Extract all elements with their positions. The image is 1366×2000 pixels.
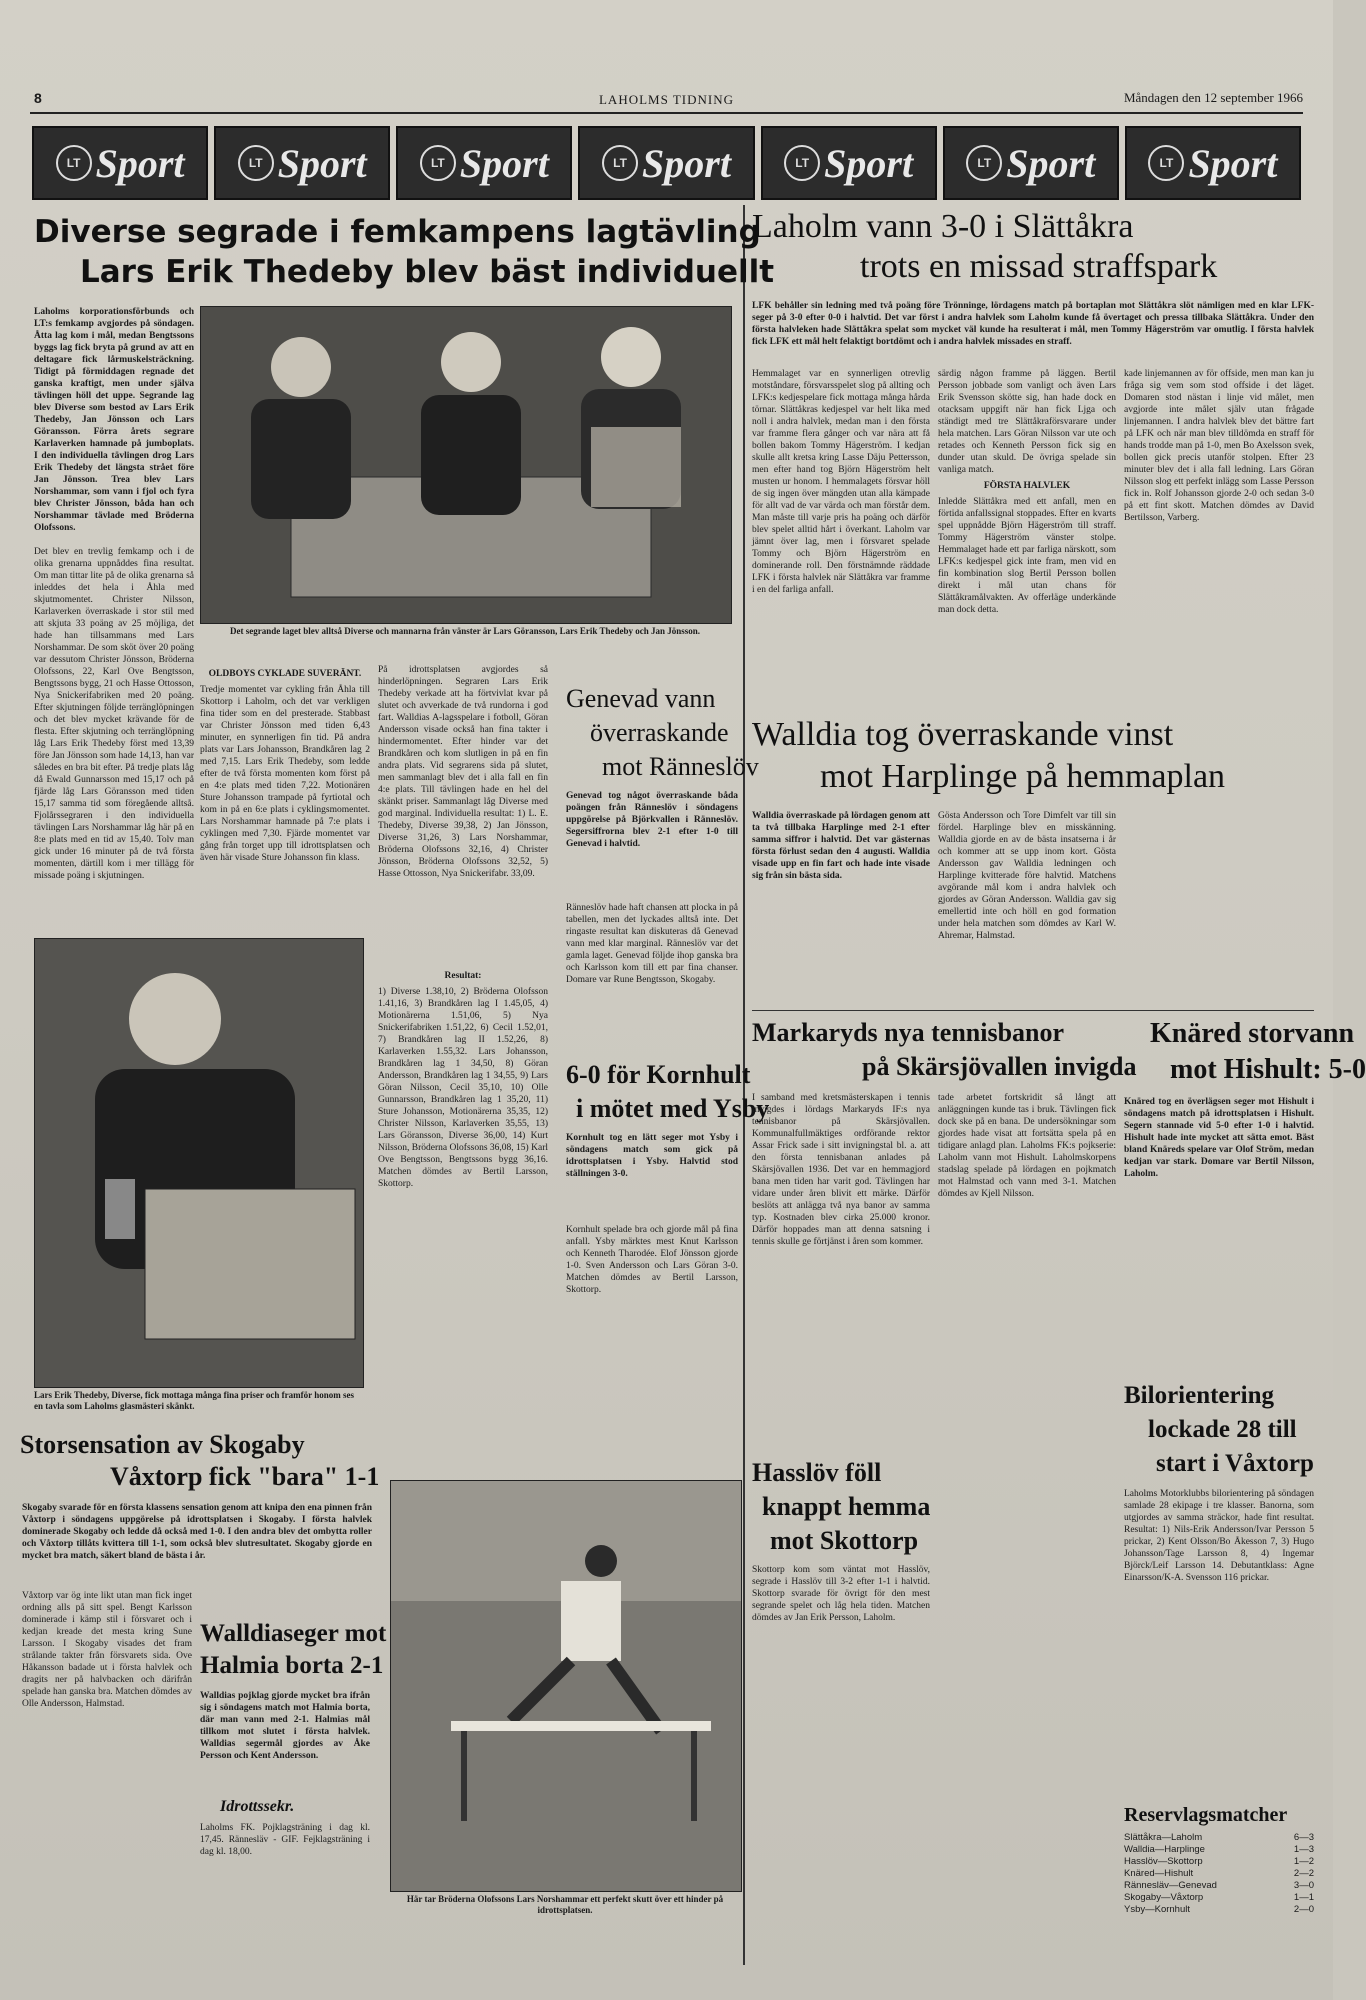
sport-tile [943,126,1119,200]
lt-logo-icon: LT [602,145,638,181]
headline-halmia: Halmia borta 2-1 [200,1652,384,1679]
sport-tile [32,126,208,200]
reserv-score: 2—2 [1293,1868,1314,1879]
thedeby-photo-art [35,939,363,1387]
sport-banner [32,126,1301,200]
idrottssekr-text: Laholms FK. Pojklagsträning i dag kl. 17,45. Rännesläv - GIF. Fejklagsträning i dag kl. 18,00. [200,1823,370,1857]
reserv-row [1124,1904,1314,1916]
reserv-score: 3—0 [1293,1880,1314,1891]
headline-vaxtorp: Våxtorp fick "bara" 1-1 [110,1462,380,1491]
hurdle-photo [390,1480,742,1892]
reserv-match: Ysby—Kornhult [1124,1904,1191,1915]
knared-body: Knäred tog en överlägsen seger mot Hishult i söndagens match på idrottsplatsen i Hishult. Segern stannade vid 5-0 efter 1-0 i halvtid. Hishult hade inte mycket att sätta emot. Bäst bland Knäreds spelare var Olof Ström, medan kedjan var stark. Domare var Bertil Nilsson, Laholm. [1124,1097,1314,1179]
storsensation-body: Våxtorp var ög inte likt utan man fick inget ordning alls på sitt spel. Bengt Karlsson dominerade i kämp stil i försvaret och i kedjan kreade det mesta kring Sune Larsson. I Skogaby visades det fram strålande takter från försvarets sida. Ove Håkansson badade ut i första halvlek och dragits ner på halvbacken och därifrån spelade han ganska bra. Matchen dömdes av Olle Andersson, Halmstad. [22,1591,192,1709]
idrottssekr-head: Idrottssekr. [220,1798,295,1815]
sport-tile [1125,126,1301,200]
reserv-match: Skogaby—Våxtorp [1124,1892,1204,1903]
headline-bilo-3: start i Våxtorp [1156,1450,1314,1477]
walldia-body: Gösta Andersson och Tore Dimfelt var till sin fördel. Harplinge blev en misskänning. Walldia gjorde en av de bästa insatserna i år och kommer att se upp inom kort. Gösta Andersson gav Walldia ledningen och Harplinge kvitterade före halvtid. Matchens avgörande mål kom i andra halvlek och gjordes av Göran Andersson. Walldia gav sig emellertid inte och höll en god formation under hela matchen som dömdes av Karl W. Ahremar, Halmstad. [938,811,1116,941]
thedeby-photo-caption: Lars Erik Thedeby, Diverse, fick mottaga många fina priser och framför honom ses en tavla som Laholms glasmästeri skänkt. [34,1390,354,1411]
laholm-text-2: särdig någon framme på läggen. Bertil Persson jobbade som vanligt och även Lars Erik Svensson skötte sig, han hade dock en otacksam uppgift när han fick Ljga och ständigt med tre Slättåkraförsvarare under hela matchen. Lars Göran Nilsson var ute och retades och Kenneth Persson fick sig en dunder utan skuld. De övriga spelade sin vanliga match. [938,369,1116,475]
sport-wordmark: Sport [459,140,549,186]
headline-hasslov-3: mot Skottorp [770,1526,919,1555]
reserv-row [1124,1844,1314,1856]
lt-logo-icon: LT [1148,145,1184,181]
headline-walldiaseger: Walldiaseger mot [200,1620,387,1647]
reserv-match: Slättåkra—Laholm [1124,1832,1203,1843]
reserv-match: Knäred—Hishult [1124,1868,1194,1879]
headline-femkamp: Diverse segrade i femkampens lagtävling [34,214,761,250]
headline-genevad-2: överraskande [590,718,729,747]
walldia-halmia-lead: Walldias pojklag gjorde mycket bra ifrån sig i söndagens match mot Halmia borta, där man vann med 2-1. Halmias mål tillkom mot slutet i första halvlek. Walldias segermål gjordes av Åke Persson och Kent Andersson. [200,1691,370,1761]
sport-wordmark: Sport [824,140,914,186]
oldboys-text: Tredje momentet var cykling från Åhla till Skottorp i Laholm, och det var verkligen fina tider som en del presterade. Stabbast var Christer Jönsson med tiden 6,43 minuter, en synnerligen fin tid. På andra plats var Lars Johansson, Brandkåren lag 2 med 7,15. Lars Erik Thedeby, som ledde efter de två första momenten kom först på en 4:e plats med tiden 7,22. Motionären Sture Johansson trampade på fyrtiotal och kom in på en 6:e plats i cyklingsmomentet. Lars Norshammar hamnade på 7:e plats i cyklingen med 7,30. Fjärde momentet var gång från torget upp till idrottsplatsen och även här visade Sture Johansson fin klass. [200,685,370,863]
genevad-lead: Genevad tog något överraskande båda poängen från Ränneslöv i söndagens uppgörelse på Björkvallen i Ränneslöv. Segersiffrorna blev 2-1 efter 1-0 till Genevad i halvtid. [566,791,738,849]
reserv-score: 6—3 [1293,1832,1314,1843]
reserv-row [1124,1856,1314,1868]
sport-wordmark: Sport [95,140,185,186]
kornhult-lead: Kornhult tog en lätt seger mot Ysby i söndagens match som gick på idrottsplatsen i Ysby. Halvtid stod ställningen 3-0. [566,1133,738,1179]
sport-wordmark: Sport [642,140,731,186]
headline-kornhult-2: i mötet med Ysby [576,1094,770,1123]
headline-laholm: Laholm vann 3-0 i Slättåkra [752,208,1134,245]
sport-wordmark: Sport [277,140,367,186]
lt-logo-icon: LT [420,145,456,181]
results-list: 1) Diverse 1.38,10, 2) Bröderna Olofsson 1.41,16, 3) Brandkåren lag I 1.45,05, 4) Motionärerna 1.51,06, 5) Nya Snickerifabriken 1.51,22, 6) Cecil 1.52,01, 7) Brandkåren lag II 1.52,26, 8) Karlaverken 1.55,32. Lars Johansson, Brandkåren lag 1 34,50, 8) Göran Andersson, Brandkåren lag 1 34,55, 9) Lars Göran Nilsson, Cecil 35,10, 10) Olle Gunnarsson, Brandkåren lag 1 35,20, 11) Sture Johansson, Motionärerna 35,35, 12) Christer Nilsson, Karlaverken 35,55, 13) Lars Göransson, Diverse 36,00, 14) Kurt Nilsson, Bröderna Olofssons 36,08, 15) Karl Ove Bengtsson, Bengtssons bygg 36,16. Matchen dömdes av Bertil Larsson, Skottorp. [378,987,548,1189]
team-photo-art [201,307,731,623]
headline-hasslov-2: knappt hemma [762,1492,931,1521]
kornhult-body: Kornhult spelade bra och gjorde mål på fina anfall. Ysby märktes mest Knut Karlsson och Kenneth Tharodée. Elof Jönsson gjorde 1-0. Sven Andersson och Lars Göran 3-0. Matchen dömdes av Bertil Larsson, Skottorp. [566,1225,738,1295]
markaryd-body: I samband med kretsmästerskapen i tennis invigdes i lördags Markaryds IF:s nya tennisbanor på Skärsjövallen. Kommunalfullmäktiges ordförande rektor Assar Frick sade i sitt invigningstal bl. a. att den första tennisbanan anlades på Skärsjövallen 1936. Det var en hemmagjord bana men tiden har varit god. Tävlingen har vidare under åren blivit ett märke. Därför beslöts att anlägga två nya banor av samma typ. Kostnaden blev cirka 25.000 kronor. Därför hoppades man att denna satsning i tennis skulle ge förtjänst i åren som kommer. [752,1093,930,1247]
hinder-text: På idrottsplatsen avgjordes så hinderlöpningen. Segraren Lars Erik Thedeby verkade att ha förtvivlat kvar på slutet och avverkade de två rundorna i god fart. Walldias A-lagsspelare i fotboll, Göran Andersson visade också han fina takter i hindermomentet. Efter hinder var det Brandkåren och kom slutligen in på en fin andra plats. Vid segrarens sida på slutet, men sammanlagt blev det i alla fall en fin 4:e plats. Till tävlingen hade en hel del skänkt priser. Sammanlagt låg Diverse med god marginal. Individuella resultat: 1) L. E. Thedeby, Diverse 39,38, 2) Jan Jönsson, Diverse 31,26, 3) Lars Norshammar, Bröderna Olofssons 32,16, 4) Christer Jönsson, Bröderna Olofssons 32,52, 5) Hasse Ottosson, Nya Snickerifabr. 33,09. [378,665,548,879]
headline-straffspark: trots en missad straffspark [860,248,1218,285]
thedeby-photo [34,938,364,1388]
headline-walldia: Walldia tog överraskande vinst [752,716,1174,753]
section-divider [752,1010,1314,1011]
headline-bilo-2: lockade 28 till [1148,1416,1297,1443]
team-photo [200,306,732,624]
headline-markaryd: Markaryds nya tennisbanor [752,1018,1065,1047]
reserv-table [1124,1832,1314,1916]
sport-tile [396,126,572,200]
oldboys-subhead: OLDBOYS CYKLADE SUVERÄNT. [208,669,362,679]
team-photo-caption: Det segrande laget blev alltså Diverse och mannarna från vänster är Lars Göransson, Lars Erik Thedeby och Jan Jönsson. [229,626,701,636]
lt-logo-icon: LT [56,145,92,181]
reserv-row [1124,1892,1314,1904]
hurdle-photo-caption: Här tar Bröderna Olofssons Lars Norshammar ett perfekt skutt över ett hinder på idrottsplatsen. [406,1894,724,1915]
headline-bilo-1: Bilorientering [1124,1382,1274,1409]
reserv-score: 1—3 [1293,1844,1314,1855]
oldboys-section [200,664,370,964]
issue-date: Måndagen den 12 september 1966 [1123,90,1303,105]
walldia-lead: Walldia överraskade på lördagen genom att ta två tillbaka Harplinge med 2-1 efter samma siffror i halvtid. Det var gästernas första förlust sedan den 4 augusti. Walldia visade upp en fin fart och hade inte visade sig från sin bästa sida. [752,811,930,881]
headline-genevad-1: Genevad vann [566,684,716,713]
reserv-head: Reservlagsmatcher [1124,1804,1288,1826]
markaryd-body-2: tade arbetet fortskridit så långt att anläggningen kunde tas i bruk. Tävlingen fick dock ske på en bana. De undersökningar som gjordes hade visat att fortsätta spela på en tidigare anlagd plan. Laholms FK:s pojkserie: Laholm vann mot Hishult. Laholmskorpens stadslag spelade på lördagen en pojkmatch mot Halmstad och vann med 3-1. Matchen dömdes av Kjell Nilsson. [938,1093,1116,1199]
headline-hasslov-1: Hasslöv föll [752,1458,882,1487]
results-subhead: Resultat: [444,971,482,981]
reserv-row [1124,1880,1314,1892]
paper-name: LAHOLMS TIDNING [598,92,734,107]
hasslov-body: Skottorp kom som väntat mot Hasslöv, segrade i Hasslöv till 3-2 efter 1-1 i halvtid. Skottorp svarade för övrigt för den mest segrande spelet och låg hela tiden. Matchen dömdes av Jan Erik Persson, Laholm. [752,1565,930,1623]
reserv-row [1124,1832,1314,1844]
genevad-body: Ränneslöv hade haft chansen att plocka in på tabellen, men det lyckades alltså inte. Det ringaste resultat kan diskuteras då Genevad vann med klar marginal. Ränneslöv var det gamla laget. Genevad följde ihop ganska bra och Karlsson kom till ett par fina chanser. Domare var Rune Bengtsson, Skogaby. [566,903,738,985]
headline-knared-1: Knäred storvann [1150,1018,1355,1049]
laholm-lead: LFK behåller sin ledning med två poäng före Trönninge, lördagens match på bortaplan mot Slättåkra slöt nämligen med en klar LFK-seger på 3-0 efter 0-0 i halvtid. Det var först i andra halvlek som Laholm kunde få övertaget och pressa tillbaka Slättåkra. Under den första halvleken hade Slättåkra spelat som mycket väl kunde ha resulterat i mål, men Tommy Hägerström var omutlig. I första halvlek fick LFK ett mål helt felaktigt bortdömt och i andra halvlek missades en straff. [752,301,1314,347]
sport-wordmark: Sport [1188,140,1278,186]
sport-wordmark: Sport [1006,140,1096,186]
headline-skarsjovallen: på Skärsjövallen invigda [862,1052,1137,1081]
reserv-score: 1—1 [1293,1892,1314,1903]
reserv-match: Rännesläv—Genevad [1124,1880,1217,1891]
laholm-body-2 [938,368,1116,704]
reserv-match: Walldia—Harplinge [1124,1844,1205,1855]
headline-thedeby: Lars Erik Thedeby blev bäst individuellt [80,254,775,290]
forsta-halvlek-subhead: FÖRSTA HALVLEK [983,481,1071,491]
headline-storsensation: Storsensation av Skogaby [20,1430,305,1459]
headline-knared-2: mot Hishult: 5-0 [1170,1054,1366,1085]
sport-tile [761,126,937,200]
femkamp-body: Det blev en trevlig femkamp och i de olika grenarna uppnåddes fina resultat. Om man tittar lite på de olika grenarna så inleddes det hela i Åhla med skjutmomentet. Christer Nilsson, Karlaverken överraskade i stor stil med att skjuta 33 poäng av 25 möjliga, det hade han tillsammans med Lars Norshammar. De som sköt över 20 poäng var dessutom Christer Jönsson, Bröderna Olofssons, 22, Karl Ove Bengtsson, Bengtssons bygg, 21 och Hasse Ottosson, Nya Snickerifabriken med 20 poäng. Efter skjutningen följde terränglöpningen och det blev mycket krävande för de flesta. Efter skjutning och terränglöpning låg Lars Erik Thedeby först med 13,39 före Jan Jönsson som hade 14,13, han var således en bra bit efter. På tredje plats låg då Ewald Gunnarsson med 15,17 och på fjärde låg Lars Göransson med tiden 15,17 samma tid som föregående alltså. Fjolårssegraren i den individuella tävlingen Lars Norshammar låg här på en 8:e plats med en tid av 15,40. Tolv man gick under 16 minuter på de två första momenten, därtill kom i mer tillägg för missade poäng i skjutningen. [34,547,194,881]
sport-tile [214,126,390,200]
femkamp-lead: Laholms korporationsförbunds och LT:s femkamp avgjordes på söndagen. Åtta lag kom i mål, medan Bengtssons byggs lag fick bryta på grund av att en deltagare fick lårmuskelsträckning. Tidigt på förmiddagen regnade det ganska kraftigt, men under själva tävlingen höll det uppe. Segrande lag blev Diverse som bestod av Lars Erik Thedeby, Jan Jönsson och Lars Göransson. Förra årets segrare Karlaverken hamnade på jumboplats. I den individuella tävlingen drog Lars Erik Thedeby det längsta strået före Jan Jönsson. Trea blev Lars Norshammar, som vann i fjol och fyra blev Christer Jönsson, båda han och Norshammar tävlade med Bröderna Olofssons. [34,307,194,533]
page-number: 8 [34,90,42,106]
storsensation-lead: Skogaby svarade för en första klassens sensation genom att knipa den ena pinnen från Våxtorp i söndagens uppgörelse på idrottsplatsen i Skogaby. I första halvlek dominerade Skogaby och ledde då också med 1-0. I den andra blev det ombytta roller och Våxtorp tillåts kvittera till 1-1, som också blev slutresultatet. Skogaby gjorde en mycket bra match, säkert bland de bästa i år. [22,1503,372,1561]
reserv-score: 1—2 [1293,1856,1314,1867]
sport-tile [578,126,754,200]
lt-logo-icon: LT [784,145,820,181]
laholm-body-1: Hemmalaget var en synnerligen otrevlig motståndare, försvarsspelet slog på allting och LFK:s kedjespelare fick mottaga många hårda törnar. Slättåkras kedjespel var helt lika med noll i andra halvlek, medan man i den första var framme flera gånger och var nära att få bollen bakom Tommy Hägerström. I kedjan skulle allt kretsa kring Lasse Däju Pettersson, men efter hand tog Björn Hägerström helt musten ur honom. I hemmalagets försvar höll de sig ingen över mängden utan alla kämpade för allt vad de var värda och man förstår dem. Man måste till varje pris ha poäng och därför blev spelet alltid hårt i överkant. Laholm var jämnt över lag, men i försvaret spelade Tommy och Björn Hägerström en dominerande roll. Den förstnämnde räddade LFK i första halvlek när Slättåkra var framme i en del farliga anfall. [752,369,930,595]
lt-logo-icon: LT [966,145,1002,181]
results-text [378,966,548,1436]
laholm-text-3: Inledde Slättåkra med ett anfall, men en förtida anfallssignal stoppades. Efter en kvarts spel uppnådde Björn Hägerström till straff. Tommy Hägerström vänster stolpe. Hemmalaget hade ett par farliga närskott, som LFK:s kedjespel gick inte fram, men vid en fin kombination slog Bertil Persson bollen direkt i mål utan chans för Slättåkramålvakten. Av offerläge underkände man dock detta. [938,497,1116,615]
reserv-match: Hasslöv—Skottorp [1124,1856,1203,1867]
reserv-score: 2—0 [1293,1904,1314,1915]
headline-kornhult-1: 6-0 för Kornhult [566,1060,751,1089]
hurdle-photo-art [391,1481,741,1891]
headline-harplinge: mot Harplinge på hemmaplan [820,758,1226,795]
laholm-body-4: kade linjemannen av för offside, men man kan ju fråga sig vem som stod offside i det läget. Domaren stod nästan i linje vid målet, men avgjorde inte målet själv utan frågade linjemannen. I andra halvlek blev det bättre fart på LFK och när man blev tilldömda en straff för hands trodde man på 1-0, men Bo Axelsson svek, bollen gick precis utanför stolpen. Efter 23 minuter blev det i alla fall ledning. Lars Göran Nilsson slog ett perfekt inlägg som Lasse Persson fick in. Rolf Johansson gjorde 2-0 och sedan 3-0 på ett fint skott. Matchen dömdes av David Bertilsson, Varberg. [1124,369,1314,523]
page-header [30,88,1303,114]
headline-genevad-3: mot Ränneslöv [602,752,759,781]
bilo-body: Laholms Motorklubbs bilorientering på söndagen samlade 28 ekipage i tre klasser. Banorna, som utgjordes av samma sträckor, hade fint resultat. Resultat: 1) Nils-Erik Andersson/Ivar Persson 5 prickar, 2) Kent Olsson/Bo Åkesson 7, 3) Hugo Johansson/Tage Larsson 8, 4) Ingemar Björck/Leif Larsson 14. Debutantklass: Agne Einarsson/K-A. Svensson 116 prickar. [1124,1489,1314,1583]
lt-logo-icon: LT [238,145,274,181]
reserv-row [1124,1868,1314,1880]
